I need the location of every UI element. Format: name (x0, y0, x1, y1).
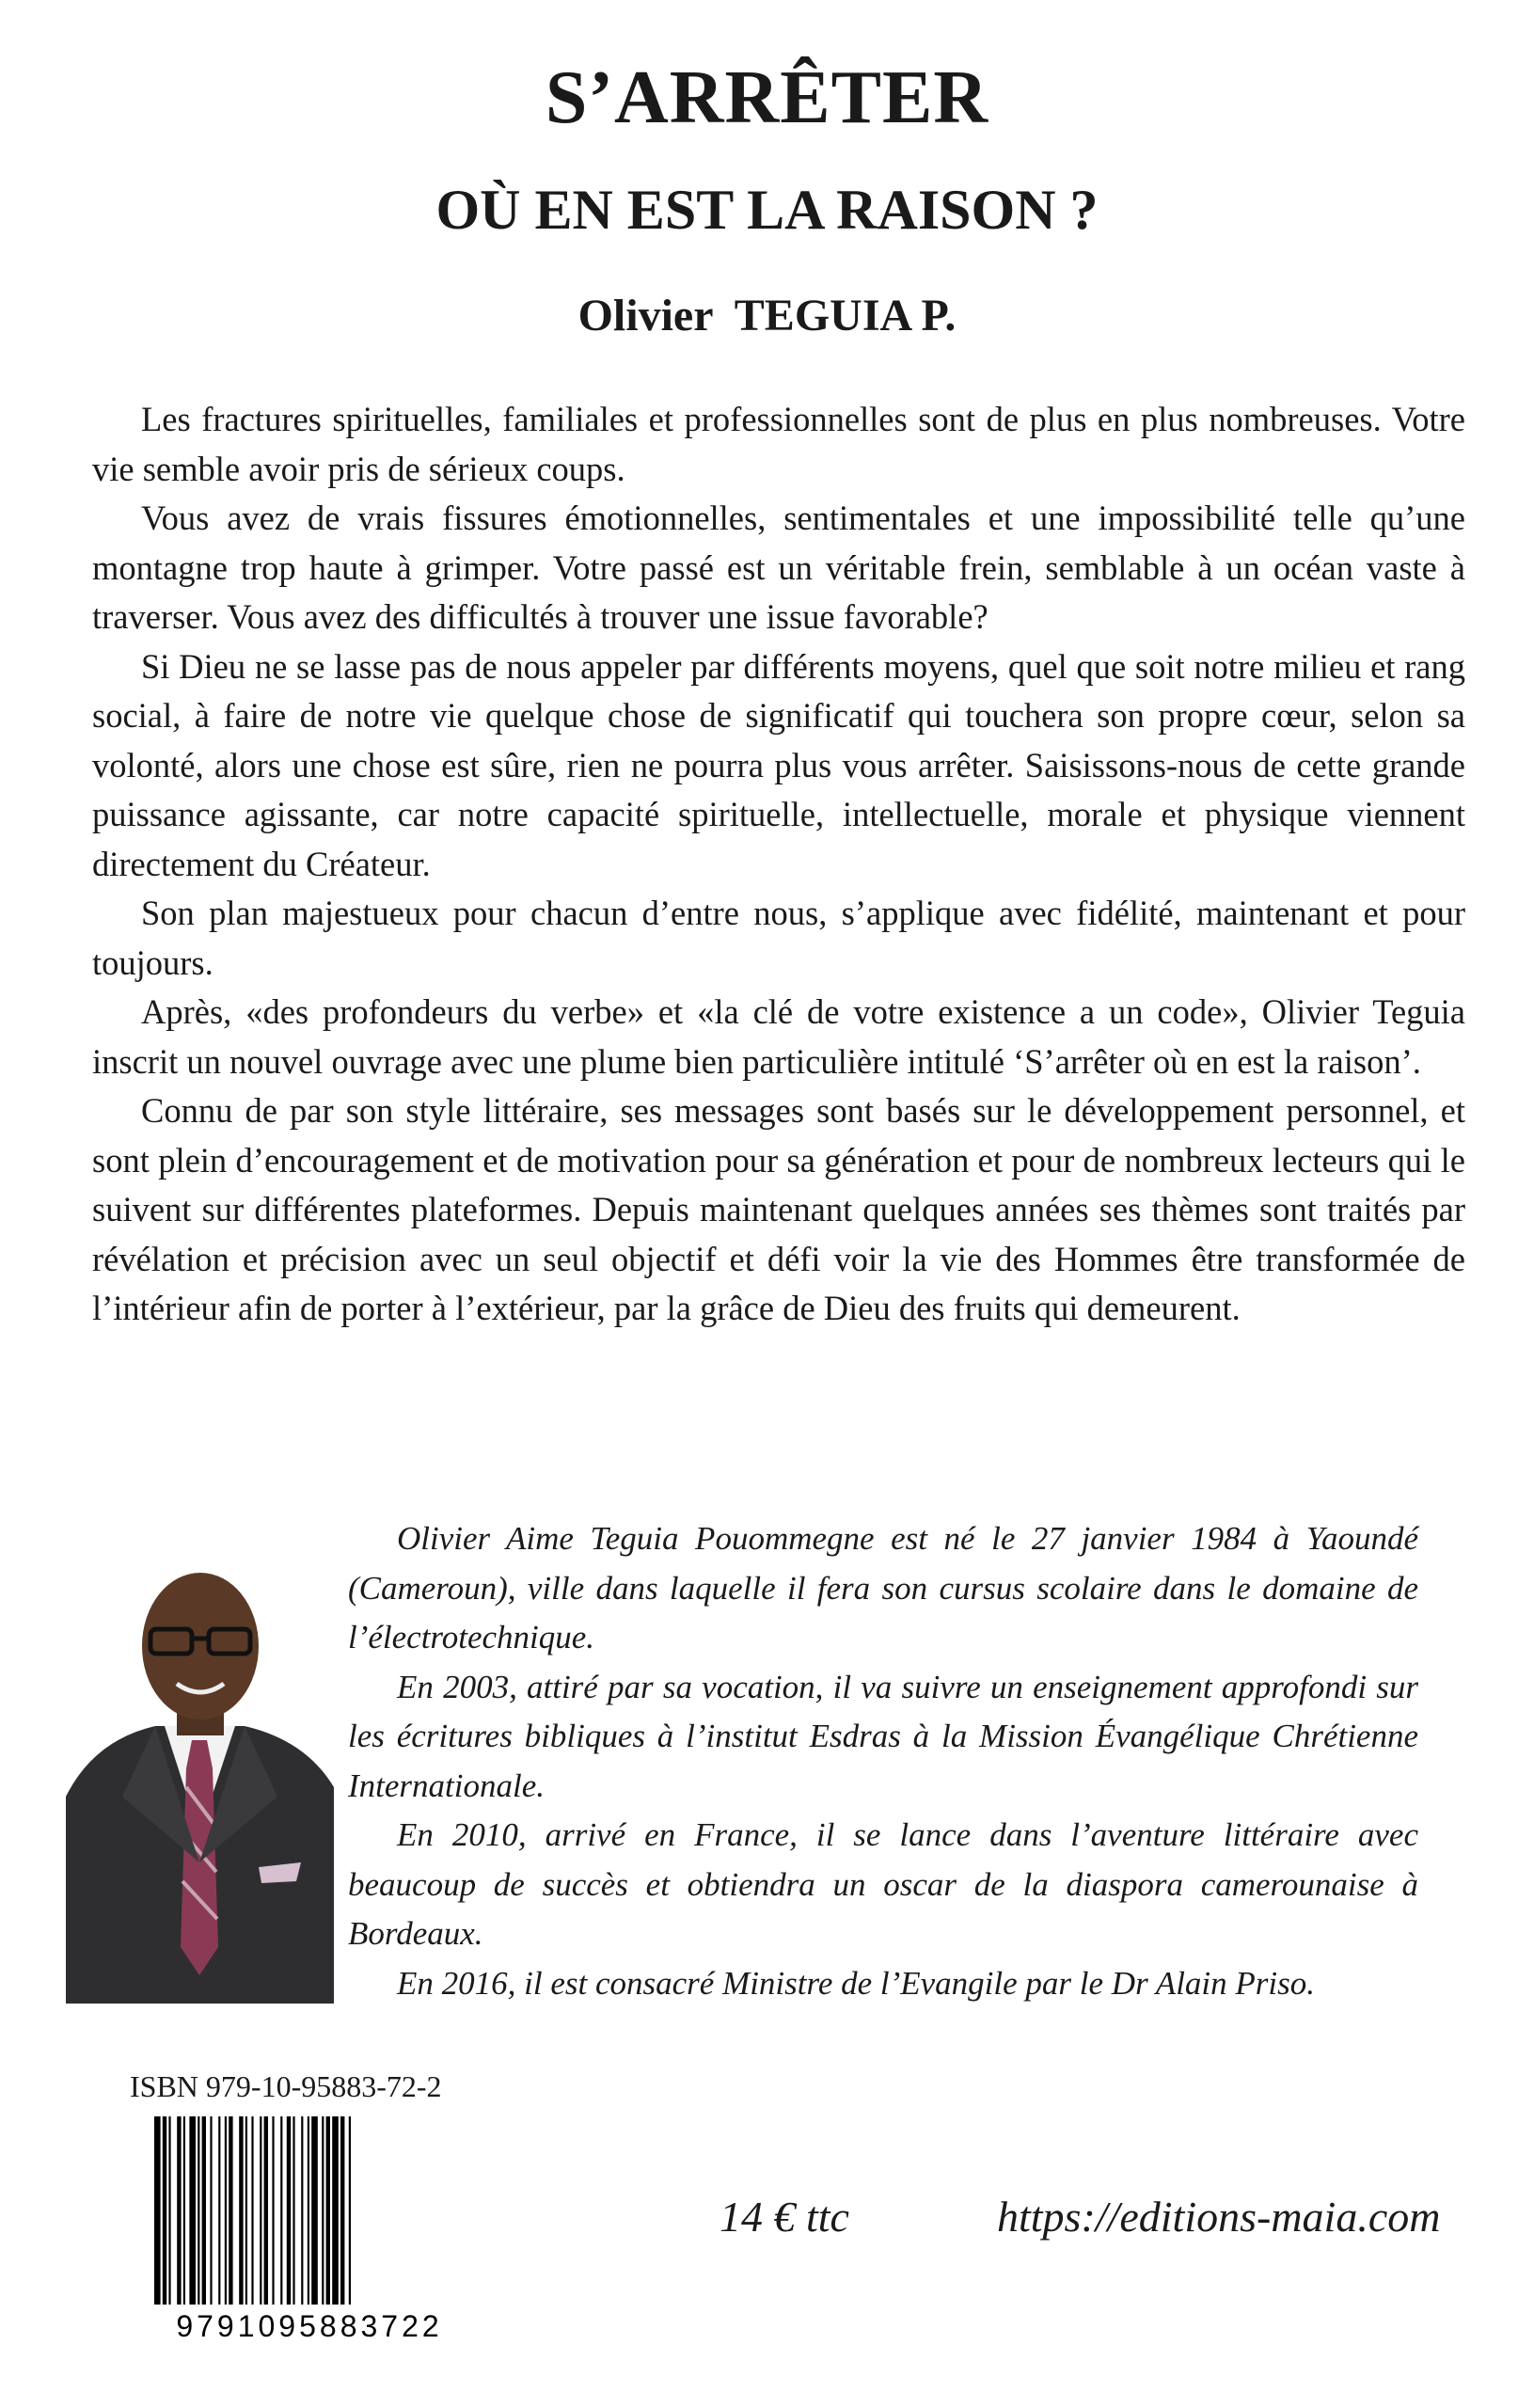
barcode-bar (301, 2116, 303, 2305)
barcode-bar (183, 2116, 185, 2305)
back-cover-blurb (92, 395, 1465, 1334)
blurb-paragraph: Son plan majestueux pour chacun d’entre nous, s’applique avec fidélité, maintenant et pour toujours. (92, 894, 1465, 982)
blurb-paragraph: Après, «des profondeurs du verbe» et «la clé de votre existence a un code», Olivier Teguia inscrit un nouvel ouvrage avec une plume bien particulière intitulé ‘S’arrêter où en est la raison’. (92, 992, 1465, 1081)
isbn-label: ISBN 979-10-95883-72-2 (130, 2069, 442, 2103)
barcode-bar (311, 2116, 318, 2305)
barcode-bar (280, 2116, 282, 2305)
blurb-paragraph: Si Dieu ne se lasse pas de nous appeler par différents moyens, quel que soit notre milieu et rang social, à faire de notre vie quelque chose de significatif qui touchera son propre cœur, selon sa volonté, alors une chose est sûre, rien ne pourra plus vous arrêter. Saisissons-nous de cette grande puissance agissante, car notre capacité spirituelle, intellectuelle, morale et physique viennent directement du Créateur. (92, 646, 1465, 883)
blurb-paragraph: Vous avez de vrais fissures émotionnelles, sentimentales et une impossibilité telle qu’une montagne trop haute à grimper. Votre passé est un véritable frein, semblable à un océan vaste à traverser. Vous avez des difficultés à trouver une issue favorable? (92, 499, 1465, 636)
barcode-bar (218, 2116, 220, 2305)
publisher-website[interactable]: https://editions-maia.com (997, 2193, 1441, 2241)
barcode-bar (322, 2116, 324, 2305)
barcode-bar (168, 2116, 170, 2305)
bio-paragraph: En 2010, arrivé en France, il se lance dans l’aventure littéraire avec beaucoup de succès et obtiendra un oscar de la diaspora camerounaise à Bordeaux. (348, 1816, 1418, 1952)
author-portrait-illustration (66, 1552, 334, 2004)
barcode-bar (177, 2116, 181, 2305)
blurb-paragraph: Connu de par son style littéraire, ses messages sont basés sur le développement personnel, et sont plein d’encouragement et de motivation pour sa génération et pour de nombreux lecteurs qui le suivent sur différentes plateformes. Depuis maintenant quelques années ses thèmes sont traités par révélation et précision avec un seul objectif et défi voir la vie des Hommes être transformée de l’intérieur afin de porter à l’extérieur, par la grâce de Dieu des fruits qui demeurent. (92, 1091, 1465, 1327)
barcode-bar (154, 2116, 161, 2305)
barcode-bar (210, 2116, 212, 2305)
barcode-bar (349, 2116, 351, 2305)
book-subtitle: OÙ EN EST LA RAISON ? (435, 179, 1099, 241)
barcode-bar (251, 2116, 253, 2305)
blurb-paragraph: Les fractures spirituelles, familiales et professionnelles sont de plus en plus nombreuses. Votre vie semble avoir pris de sérieux coups. (92, 400, 1465, 488)
barcode-digits: 9791095883722 (176, 2309, 443, 2342)
barcode-bar (202, 2116, 206, 2305)
barcode (149, 2116, 470, 2342)
bio-paragraph: Olivier Aime Teguia Pouommegne est né le 27 janvier 1984 à Yaoundé (Cameroun), ville dans laquelle il fera son cursus scolaire dans le domaine de l’électrotechnique. (348, 1520, 1418, 1656)
barcode-bar (326, 2116, 330, 2305)
barcode-bar (163, 2116, 166, 2305)
barcode-bar (229, 2116, 232, 2305)
barcode-bar (245, 2116, 247, 2305)
barcode-bar (272, 2116, 274, 2305)
barcode-bar (340, 2116, 344, 2305)
barcode-bar (287, 2116, 291, 2305)
barcode-bar (264, 2116, 268, 2305)
bio-paragraph: En 2016, il est consacré Ministre de l’Evangile par le Dr Alain Priso. (397, 1964, 1315, 2002)
author-photo (66, 1552, 334, 2004)
bio-paragraph: En 2003, attiré par sa vocation, il va suivre un enseignement approfondi sur les écritures bibliques à l’institut Esdras à la Mission Évangélique Chrétienne Internationale. (348, 1668, 1418, 1804)
author-name: Olivier TEGUIA P. (577, 291, 957, 341)
barcode-bar (260, 2116, 261, 2305)
barcode-bar (239, 2116, 243, 2305)
barcode-bar (332, 2116, 339, 2305)
book-title: S’ARRÊTER (545, 56, 989, 139)
author-biography (348, 1514, 1418, 2008)
barcode-graphic (149, 2116, 470, 2342)
barcode-bar (308, 2116, 309, 2305)
price-label: 14 € ttc (720, 2193, 849, 2241)
barcode-bar (293, 2116, 294, 2305)
barcode-bar (189, 2116, 196, 2305)
barcode-bar (198, 2116, 199, 2305)
barcode-bar (225, 2116, 227, 2305)
